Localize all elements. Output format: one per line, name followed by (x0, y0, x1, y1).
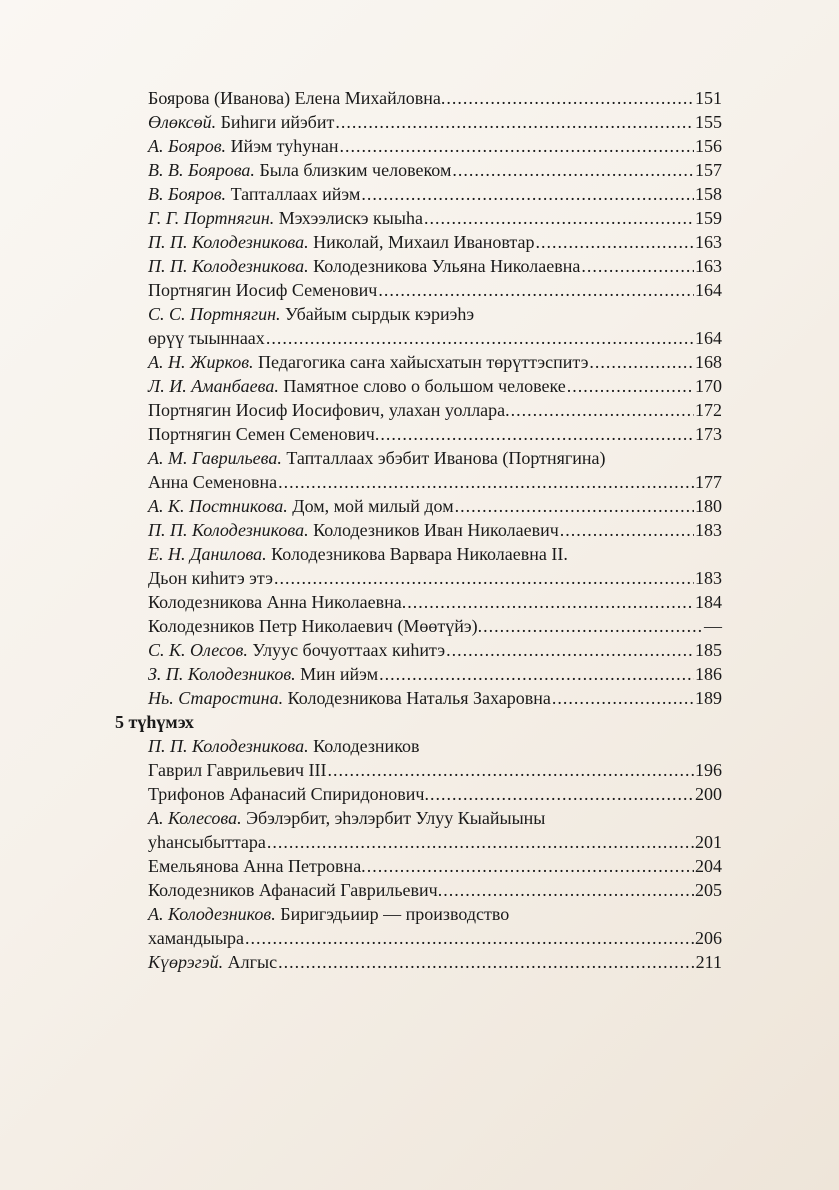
entry-text (148, 134, 339, 158)
toc-row (0, 206, 839, 230)
section-heading-row (0, 710, 839, 734)
entry-text (148, 398, 510, 422)
leader-dots (379, 662, 694, 686)
entry-title: Биригэдьиир — производство (280, 904, 510, 924)
entry-text (148, 854, 366, 878)
entry-title: Тапталлаах эбэбит Иванова (Портнягина) (286, 448, 606, 468)
leader-dots (452, 158, 694, 182)
page-number: 206 (695, 928, 722, 948)
toc-entry (148, 350, 722, 374)
page-number: 163 (695, 232, 722, 252)
entry-title: Дом, мой милый дом (292, 496, 454, 516)
toc-row (0, 422, 839, 446)
entry-text (148, 86, 445, 110)
entry-text (148, 830, 266, 854)
toc-entry (148, 686, 722, 710)
toc-entry (148, 230, 722, 254)
leader-dots (443, 878, 694, 902)
leader-dots (278, 950, 695, 974)
toc-entry (148, 278, 722, 302)
entry-title: Трифонов Афанасий Спиридонович. (148, 784, 429, 804)
leader-dots (483, 614, 703, 638)
entry-text (148, 566, 273, 590)
toc-row (0, 158, 839, 182)
page-number: 156 (695, 136, 722, 156)
entry-text (148, 230, 534, 254)
entry-title: Портнягин Семен Семенович. (148, 424, 380, 444)
entry-author: В. В. Боярова. (148, 160, 255, 180)
entry-text (148, 470, 277, 494)
entry-author: Г. Г. Портнягин. (148, 208, 275, 228)
section-heading: 5 түһүмэх (115, 712, 194, 732)
entry-author: В. Бояров. (148, 184, 227, 204)
entry-text (148, 350, 588, 374)
entry-title: Гаврил Гаврильевич III (148, 760, 327, 780)
entry-title: уһансыбыттара (148, 832, 266, 852)
page-number: 186 (695, 664, 722, 684)
toc-entry (148, 950, 722, 974)
page-number: 168 (695, 352, 722, 372)
toc-entry (148, 86, 722, 110)
toc-entry (148, 662, 722, 686)
leader-dots (581, 254, 694, 278)
toc-entry (148, 566, 722, 590)
leader-dots (535, 230, 694, 254)
toc-entry (148, 518, 722, 542)
entry-text (148, 686, 551, 710)
toc-entry (148, 110, 722, 134)
leader-dots (552, 686, 694, 710)
toc-entry (148, 638, 722, 662)
page-number: 185 (695, 640, 722, 660)
entry-text (148, 590, 406, 614)
entry-title: Мин ийэм (300, 664, 379, 684)
toc-entry (148, 830, 722, 854)
entry-author: А. Колодезников. (148, 904, 276, 924)
entry-title: Анна Семеновна (148, 472, 278, 492)
toc-row (0, 134, 839, 158)
toc-row (0, 686, 839, 710)
entry-text (148, 182, 360, 206)
leader-dots (430, 782, 694, 806)
page-number: 155 (695, 112, 722, 132)
entry-text (148, 422, 379, 446)
page-number: 184 (695, 592, 722, 612)
toc-row (0, 398, 839, 422)
entry-title: Колодезникова Анна Николаевна. (148, 592, 407, 612)
leader-dots (446, 86, 694, 110)
leader-dots (589, 350, 694, 374)
leader-dots (367, 854, 694, 878)
toc-row (0, 182, 839, 206)
toc-entry (148, 302, 722, 326)
entry-author: Нь. Старостина. (148, 688, 284, 708)
toc-entry (148, 326, 722, 350)
toc-entry (148, 446, 722, 470)
page-number: 158 (695, 184, 722, 204)
toc-entry (148, 758, 722, 782)
toc-entry (148, 614, 722, 638)
entry-text (148, 446, 606, 470)
leader-dots (274, 566, 694, 590)
entry-text (148, 374, 566, 398)
toc-row (0, 902, 839, 926)
page-number: 173 (695, 424, 722, 444)
toc-row (0, 446, 839, 470)
toc-entry (148, 206, 722, 230)
toc-row (0, 302, 839, 326)
entry-text (148, 254, 580, 278)
entry-title: Тапталлаах ийэм (230, 184, 361, 204)
leader-dots (446, 638, 694, 662)
leader-dots (267, 830, 694, 854)
page-number: 164 (695, 328, 722, 348)
leader-dots (378, 278, 694, 302)
entry-title: Педагогика саҥа хайысхатын төрүттэспитэ (258, 352, 589, 372)
entry-text (148, 662, 378, 686)
entry-text (148, 734, 420, 758)
entry-title: өрүү тыыннаах (148, 328, 265, 348)
toc-row (0, 542, 839, 566)
entry-text (148, 782, 429, 806)
toc-row (0, 926, 839, 950)
page-number: 204 (695, 856, 722, 876)
entry-text (148, 902, 509, 926)
entry-author: П. П. Колодезникова. (148, 256, 309, 276)
entry-author: С. К. Олесов. (148, 640, 248, 660)
leader-dots (567, 374, 694, 398)
toc-entry (148, 254, 722, 278)
toc-entry (148, 926, 722, 950)
leader-dots (335, 110, 694, 134)
page-number: 183 (695, 568, 722, 588)
toc-entry (148, 422, 722, 446)
toc-row (0, 350, 839, 374)
toc-entry (148, 182, 722, 206)
toc-entry (148, 158, 722, 182)
page-number: 205 (695, 880, 722, 900)
page-number: 200 (695, 784, 722, 804)
page-number: 164 (695, 280, 722, 300)
entry-author: С. С. Портнягин. (148, 304, 281, 324)
entry-title: Эбэлэрбит, эһэлэрбит Улуу Кыайыыны (246, 808, 546, 828)
entry-text (148, 278, 377, 302)
entry-title: Ийэм туһунан (230, 136, 339, 156)
toc-row (0, 326, 839, 350)
entry-text (148, 158, 451, 182)
toc-row (0, 110, 839, 134)
toc-entry (148, 878, 722, 902)
entry-author: Өлөксөй. (148, 112, 217, 132)
entry-title: Колодезникова Варвара Николаевна II. (271, 544, 568, 564)
entry-title: Николай, Михаил Ивановтар (313, 232, 535, 252)
toc-row (0, 950, 839, 974)
entry-text (148, 806, 545, 830)
entry-author: П. П. Колодезникова. (148, 736, 309, 756)
page-number: 172 (695, 400, 722, 420)
toc-row (0, 494, 839, 518)
entry-title: Портнягин Иосиф Иосифович, улахан уоллара. (148, 400, 510, 420)
leader-dots (266, 326, 694, 350)
toc-row (0, 854, 839, 878)
leader-dots (380, 422, 694, 446)
entry-title: Памятное слово о большом человеке (283, 376, 566, 396)
toc-row (0, 374, 839, 398)
page-number: 189 (695, 688, 722, 708)
toc-entry (148, 782, 722, 806)
entry-author: П. П. Колодезникова. (148, 520, 309, 540)
toc-entry (148, 470, 722, 494)
toc-entry (148, 374, 722, 398)
leader-dots (278, 470, 694, 494)
entry-title: Портнягин Иосиф Семенович (148, 280, 378, 300)
leader-dots (560, 518, 694, 542)
toc-row (0, 86, 839, 110)
toc-entry (148, 806, 722, 830)
toc-row (0, 470, 839, 494)
toc-entry (148, 542, 722, 566)
entry-text (148, 638, 445, 662)
entry-title: Улуус бочуоттаах киһитэ (252, 640, 446, 660)
toc-entry (148, 902, 722, 926)
toc-row (0, 638, 839, 662)
entry-text (148, 926, 244, 950)
leader-dots (511, 398, 694, 422)
entry-text (148, 878, 442, 902)
entry-author: З. П. Колодезников. (148, 664, 296, 684)
toc-row (0, 782, 839, 806)
toc-row (0, 662, 839, 686)
page-number: — (704, 616, 722, 636)
entry-text (148, 326, 265, 350)
entry-title: Колодезникова Ульяна Николаевна (313, 256, 581, 276)
entry-author: Күөрэгэй. (148, 952, 224, 972)
entry-title: Биһиги ийэбит (220, 112, 335, 132)
entry-text (148, 950, 277, 974)
toc-entry (148, 854, 722, 878)
toc-row (0, 830, 839, 854)
entry-text (148, 518, 559, 542)
entry-title: Боярова (Иванова) Елена Михайловна. (148, 88, 446, 108)
toc-entry (148, 134, 722, 158)
toc-row (0, 614, 839, 638)
toc-entry (148, 590, 722, 614)
toc-row (0, 758, 839, 782)
entry-title: Колодезников Афанасий Гаврильевич. (148, 880, 443, 900)
entry-title: Мэхээлискэ кыыһа (278, 208, 423, 228)
page-number: 201 (695, 832, 722, 852)
entry-author: Л. И. Аманбаева. (148, 376, 279, 396)
page-number: 157 (695, 160, 722, 180)
entry-author: А. Колесова. (148, 808, 242, 828)
entry-title: хамандыыра (148, 928, 244, 948)
toc-row (0, 518, 839, 542)
toc-entry (148, 734, 722, 758)
entry-text (148, 542, 568, 566)
toc-row (0, 734, 839, 758)
entry-text (148, 614, 482, 638)
leader-dots (340, 134, 694, 158)
entry-author: Е. Н. Данилова. (148, 544, 267, 564)
entry-title: Колодезников Петр Николаевич (Мөөтүйэ). (148, 616, 483, 636)
toc-row (0, 254, 839, 278)
page-number: 177 (695, 472, 722, 492)
page-number: 163 (695, 256, 722, 276)
leader-dots (245, 926, 694, 950)
toc-row (0, 878, 839, 902)
entry-author: А. Бояров. (148, 136, 227, 156)
toc-row (0, 278, 839, 302)
toc-entry (148, 494, 722, 518)
page-number: 180 (695, 496, 722, 516)
leader-dots (455, 494, 694, 518)
entry-author: П. П. Колодезникова. (148, 232, 309, 252)
entry-title: Алгыс (227, 952, 278, 972)
page-number: 151 (695, 88, 722, 108)
toc-row (0, 230, 839, 254)
page-number: 170 (695, 376, 722, 396)
entry-text (148, 302, 474, 326)
entry-text (148, 494, 454, 518)
table-of-contents (0, 86, 839, 974)
toc-row (0, 806, 839, 830)
entry-title: Колодезников Иван Николаевич (313, 520, 559, 540)
page-number: 196 (695, 760, 722, 780)
leader-dots (424, 206, 694, 230)
entry-author: А. К. Постникова. (148, 496, 288, 516)
page-number: 159 (695, 208, 722, 228)
leader-dots (361, 182, 694, 206)
page-number: 183 (695, 520, 722, 540)
entry-author: А. Н. Жирков. (148, 352, 254, 372)
entry-author: А. М. Гаврильева. (148, 448, 282, 468)
entry-title: Колодезников (313, 736, 420, 756)
toc-row (0, 590, 839, 614)
leader-dots (328, 758, 695, 782)
entry-text (148, 110, 334, 134)
entry-title: Убайым сырдык кэриэһэ (285, 304, 475, 324)
entry-text (148, 206, 423, 230)
entry-title: Была близким человеком (259, 160, 452, 180)
leader-dots (407, 590, 694, 614)
page-number: 211 (695, 952, 722, 972)
toc-entry (148, 398, 722, 422)
toc-row (0, 566, 839, 590)
entry-title: Емельянова Анна Петровна. (148, 856, 366, 876)
entry-title: Дьон киһитэ этэ (148, 568, 273, 588)
entry-text (148, 758, 327, 782)
entry-title: Колодезникова Наталья Захаровна (287, 688, 551, 708)
